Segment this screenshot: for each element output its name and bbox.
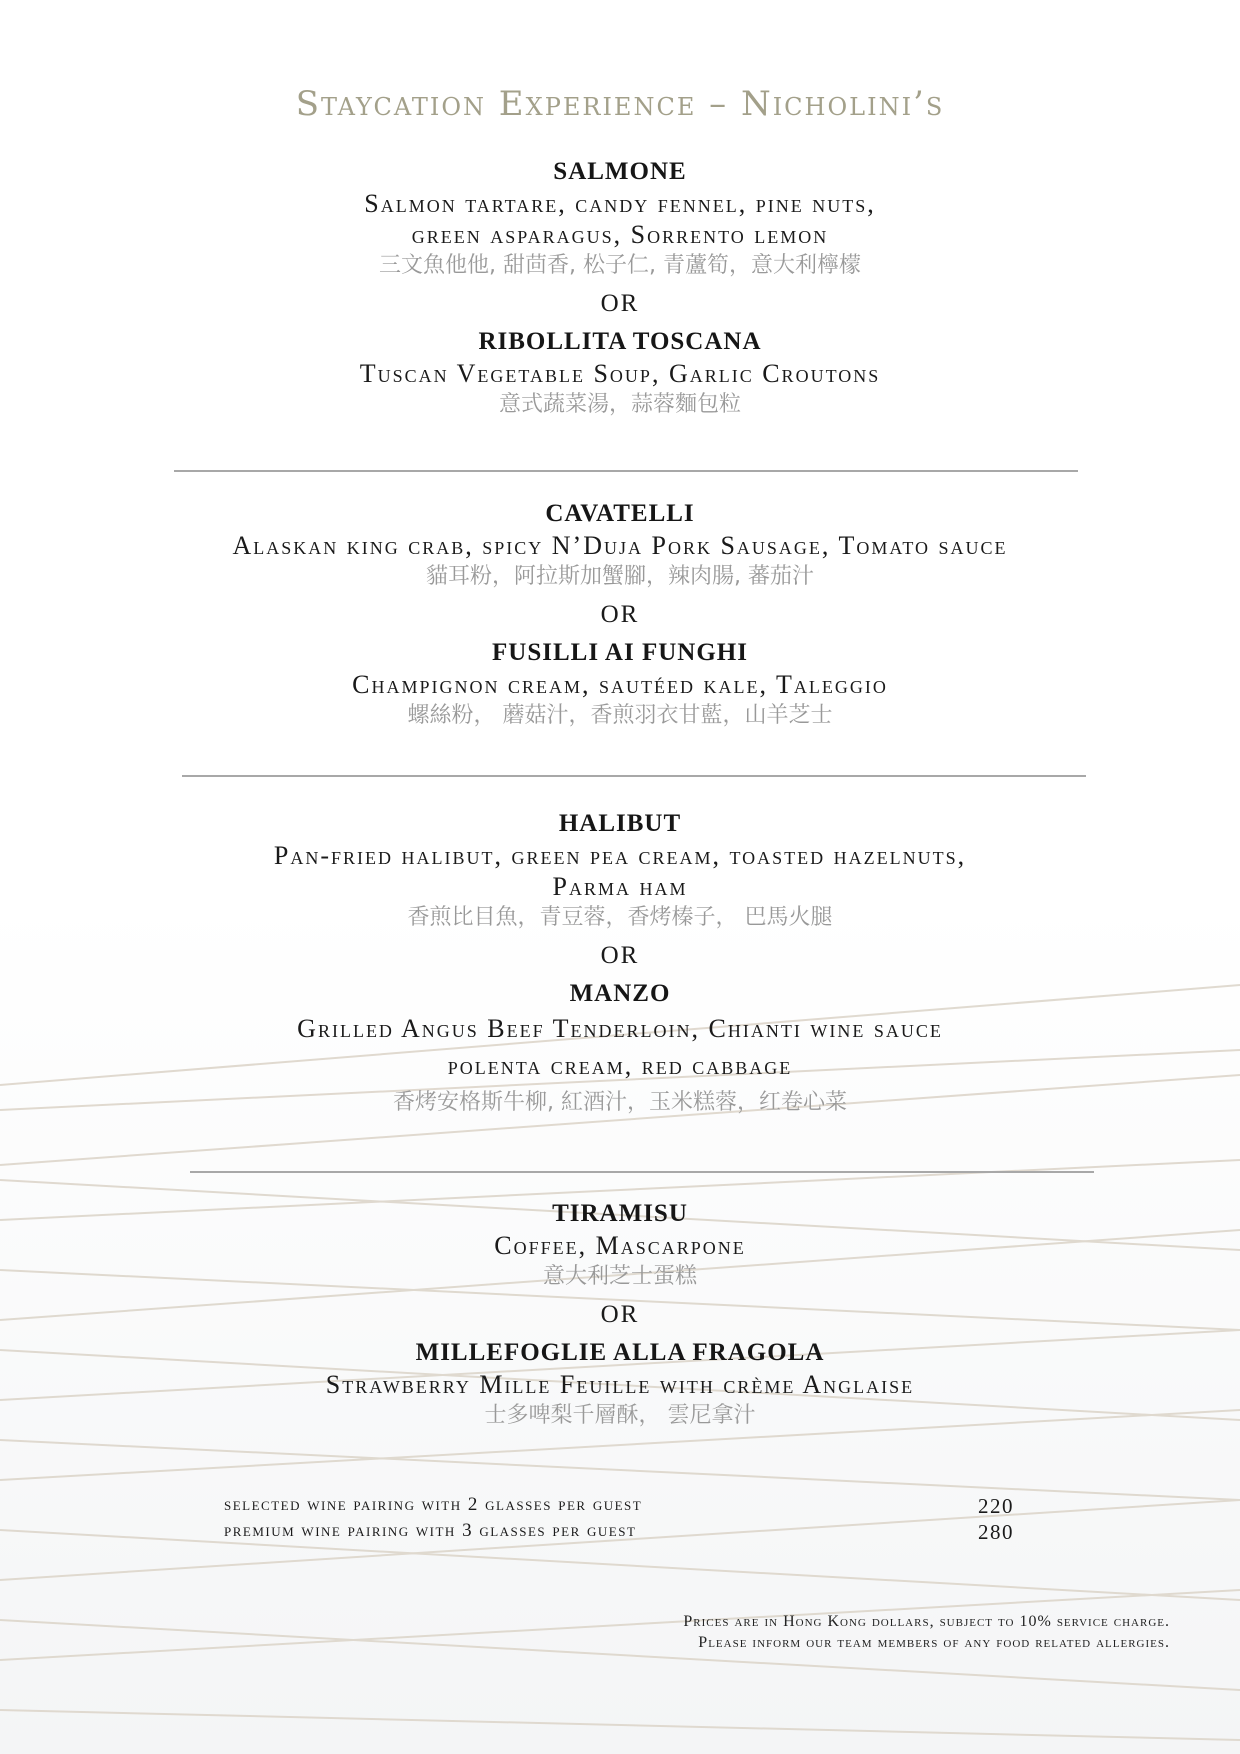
course-pasta	[0, 498, 1240, 732]
wine-pairing-price: 280	[978, 1520, 1014, 1544]
dish-description: Parma ham	[552, 872, 688, 901]
dish-chinese-description: 士多啤梨千層酥， 雲尼拿汁	[484, 1403, 756, 1428]
dish-chinese-description: 意式蔬菜湯，蒜蓉麵包粒	[498, 392, 741, 417]
course-separator	[190, 1171, 1094, 1173]
course-main	[0, 808, 1240, 1122]
footnote-allergies: Please inform our team members of any food related allergies.	[698, 1634, 1170, 1651]
dish-name: CAVATELLI	[545, 500, 695, 527]
wine-pairing-price: 220	[978, 1494, 1014, 1518]
or-divider: OR	[600, 601, 640, 628]
dish-name: MILLEFOGLIE ALLA FRAGOLA	[415, 1339, 825, 1366]
dish-description: Coffee, Mascarpone	[494, 1231, 746, 1260]
dish-name: HALIBUT	[558, 810, 682, 837]
dish-chinese-description: 意大利芝士蛋糕	[542, 1264, 697, 1289]
footnote-block	[470, 1611, 1170, 1653]
dish-description: Grilled Angus Beef Tenderloin, Chianti wine sauce	[297, 1014, 943, 1043]
dish-description: Tuscan Vegetable Soup, Garlic Croutons	[359, 359, 881, 388]
course-starter	[0, 156, 1240, 421]
dish-chinese-description: 螺絲粉， 蘑菇汁，香煎羽衣甘藍，山羊芝士	[407, 703, 833, 728]
dish-description: Salmon tartare, candy fennel, pine nuts,	[364, 189, 876, 218]
dish-name: SALMONE	[553, 158, 687, 185]
or-divider: OR	[600, 290, 640, 317]
or-divider: OR	[600, 942, 640, 969]
dish-description: Pan-fried halibut, green pea cream, toasted hazelnuts,	[273, 841, 967, 870]
dish-chinese-description: 三文魚他他, 甜茴香, 松子仁, 青蘆筍，意大利檸檬	[379, 253, 861, 278]
course-separator	[182, 775, 1086, 777]
dish-description: green asparagus, Sorrento lemon	[411, 220, 829, 249]
course-dessert	[0, 1198, 1240, 1432]
course-separator	[174, 470, 1078, 472]
dish-chinese-description: 香烤安格斯牛柳, 紅酒汁，玉米糕蓉，红卷心菜	[393, 1090, 847, 1115]
dish-name: TIRAMISU	[552, 1200, 688, 1227]
wine-pairing-row	[224, 1520, 1014, 1546]
dish-description: Alaskan king crab, spicy N’Duja Pork Sausage, Tomato sauce	[232, 531, 1008, 560]
dish-name: MANZO	[569, 980, 671, 1007]
wine-pairing-label: selected wine pairing with 2 glasses per guest	[224, 1494, 643, 1515]
dish-description: Strawberry Mille Feuille with crème Anglaise	[325, 1370, 915, 1399]
dish-chinese-description: 貓耳粉，阿拉斯加蟹腳，辣肉腸, 蕃茄汁	[426, 564, 814, 589]
dish-name: RIBOLLITA TOSCANA	[478, 328, 762, 355]
dish-description: polenta cream, red cabbage	[447, 1051, 793, 1080]
dish-name: FUSILLI AI FUNGHI	[492, 639, 748, 666]
wine-pairing-row	[224, 1494, 1014, 1520]
or-divider: OR	[600, 1301, 640, 1328]
wine-pairing-label: premium wine pairing with 3 glasses per guest	[224, 1520, 637, 1541]
footnote-prices: Prices are in Hong Kong dollars, subject to 10% service charge.	[683, 1613, 1170, 1630]
dish-chinese-description: 香煎比目魚，青豆蓉，香烤榛子， 巴馬火腿	[407, 905, 833, 930]
menu-title: Staycation Experience – Nicholini’s	[295, 84, 945, 124]
dish-description: Champignon cream, sautéed kale, Taleggio	[352, 670, 888, 699]
